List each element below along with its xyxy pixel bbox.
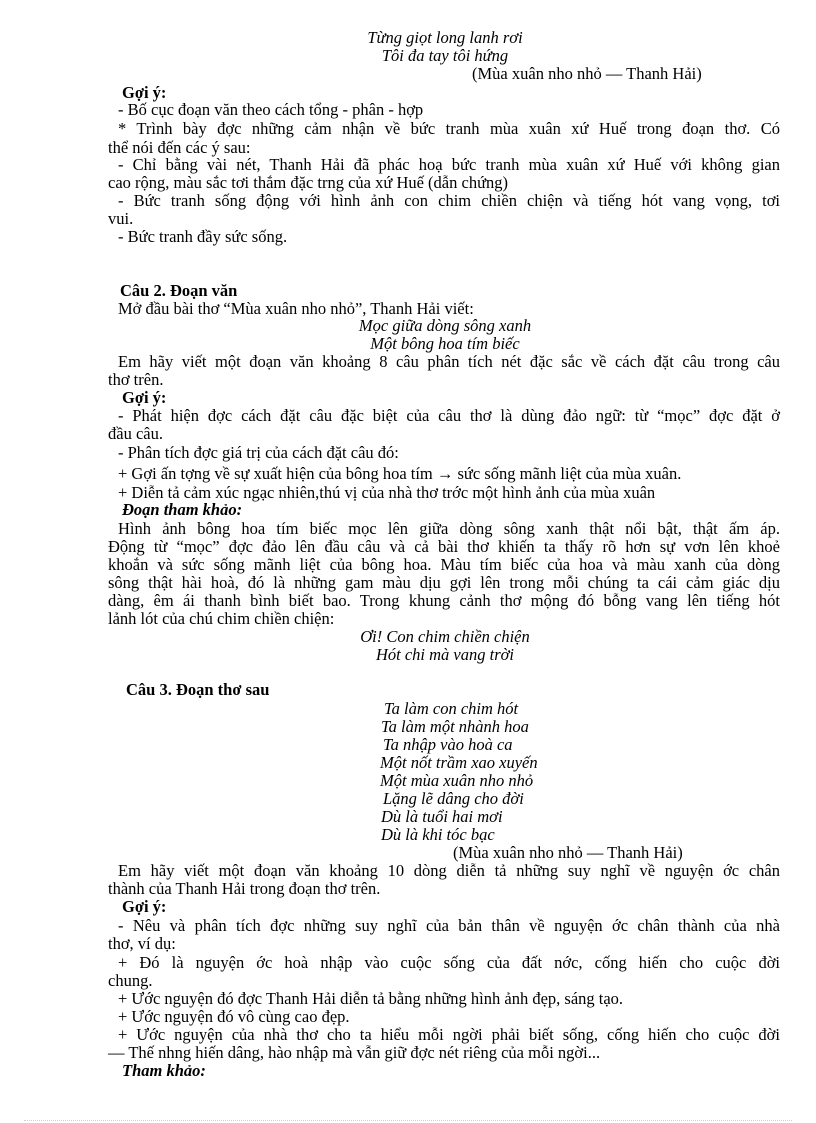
text-line-40: Lặng lẽ dâng cho đời	[383, 789, 524, 808]
text-line-10: - Bức tranh sống động với hình ảnh con chim chiền chiện và tiếng hót vang vọng, tơi	[118, 191, 780, 210]
text-line-51: + Ước nguyện đó đợc Thanh Hải diễn tả bằng những hình ảnh đẹp, sáng tạo.	[118, 989, 624, 1008]
text-line-26: Hình ảnh bông hoa tím biếc mọc lên giữa dòng sông xanh thật nổi bật, thật ấm áp.	[118, 519, 780, 538]
text-line-50: chung.	[108, 971, 153, 990]
text-line-7: thể nói đến các ý sau:	[108, 138, 251, 157]
text-line-30: dàng, êm ái thanh bình biết bao. Trong khung cảnh thơ mộng đó bỗng vang lên tiếng hót	[108, 591, 780, 610]
text-line-44: Em hãy viết một đoạn văn khoảng 10 dòng diễn tả những suy nghĩ về nguyện ớc chân	[118, 861, 780, 880]
text-line-6: * Trình bày đợc những cảm nhận về bức tranh mùa xuân xứ Huế trong đoạn thơ. Có	[118, 119, 780, 138]
text-line-19: Gợi ý:	[122, 388, 167, 407]
text-line-2: Tôi đa tay tôi hứng	[381, 46, 509, 65]
text-line-15: Mọc giữa dòng sông xanh	[358, 316, 532, 335]
text-line-11: vui.	[108, 209, 134, 228]
text-line-9: cao rộng, màu sắc tơi thắm đặc trng của xứ Huế (dẫn chứng)	[108, 173, 509, 192]
text-line-28: khoắn và sức sống mãnh liệt của bông hoa. Màu tím biếc của hoa và màu xanh của dòng	[108, 555, 780, 574]
text-line-22: - Phân tích đợc giá trị của cách đặt câu đó:	[118, 443, 399, 462]
text-line-25: Đoạn tham khảo:	[122, 500, 243, 519]
text-line-52: + Ước nguyện đó vô cùng cao đẹp.	[118, 1007, 350, 1026]
text-line-23: + Gợi ấn tợng về sự xuất hiện của bông hoa tím → sức sống mãnh liệt của mùa xuân.	[118, 464, 682, 483]
text-line-24: + Diễn tả cảm xúc ngạc nhiên,thú vị của nhà thơ trớc một hình ảnh của mùa xuân	[118, 483, 656, 502]
text-line-45: thành của Thanh Hải trong đoạn thơ trên.	[108, 879, 381, 898]
text-line-8: - Chỉ bằng vài nét, Thanh Hải đã phác hoạ bức tranh mùa xuân xứ Huế với không gian	[118, 155, 780, 174]
text-line-32: Ơi! Con chim chiền chiện	[360, 627, 530, 646]
text-line-43: (Mùa xuân nho nhỏ — Thanh Hải)	[453, 843, 683, 862]
text-line-39: Một mùa xuân nho nhỏ	[380, 771, 534, 790]
text-line-12: - Bức tranh đầy sức sống.	[118, 227, 288, 246]
text-line-4: Gợi ý:	[122, 83, 167, 102]
text-line-37: Ta nhập vào hoà ca	[383, 735, 513, 754]
text-line-34: Câu 3. Đoạn thơ sau	[126, 680, 270, 699]
text-line-18: thơ trên.	[108, 370, 164, 389]
text-line-55: Tham khảo:	[122, 1061, 206, 1080]
text-line-3: (Mùa xuân nho nhỏ — Thanh Hải)	[472, 64, 702, 83]
text-line-42: Dù là khi tóc bạc	[381, 825, 495, 844]
text-line-33: Hót chi mà vang trời	[375, 645, 515, 664]
text-line-54: — Thế nhng hiến dâng, hào nhập mà vẫn giữ đợc nét riêng của mỗi ngời...	[108, 1043, 601, 1062]
text-line-53: + Ước nguyện của nhà thơ cho ta hiểu mỗi ngời phải biết sống, cống hiến cho cuộc đời	[118, 1025, 780, 1044]
text-line-41: Dù là tuổi hai mơi	[381, 807, 503, 826]
text-line-36: Ta làm một nhành hoa	[381, 717, 529, 736]
page-bottom-rule	[24, 1120, 792, 1121]
text-line-16: Một bông hoa tím biếc	[370, 334, 520, 353]
text-line-14: Mở đầu bài thơ “Mùa xuân nho nhỏ”, Thanh Hải viết:	[118, 299, 474, 318]
text-line-1: Từng giọt long lanh rơi	[367, 28, 523, 47]
text-line-35: Ta làm con chim hót	[384, 699, 519, 718]
text-line-21: đầu câu.	[108, 424, 163, 443]
text-line-49: + Đó là nguyện ớc hoà nhập vào cuộc sống của đất nớc, cống hiến cho cuộc đời	[118, 953, 780, 972]
text-line-31: lảnh lót của chú chim chiền chiện:	[108, 609, 335, 628]
text-line-46: Gợi ý:	[122, 897, 167, 916]
text-line-5: - Bố cục đoạn văn theo cách tổng - phân - hợp	[118, 100, 424, 119]
text-line-48: thơ, ví dụ:	[108, 934, 176, 953]
text-line-38: Một nốt trầm xao xuyến	[380, 753, 538, 772]
text-line-13: Câu 2. Đoạn văn	[120, 281, 238, 300]
text-line-29: sông thật hài hoà, đó là những gam màu dịu gợi lên trong mỗi chúng ta cái cảm giác dịu	[108, 573, 780, 592]
text-line-47: - Nêu và phân tích đợc những suy nghĩ của bản thân về nguyện ớc chân thành của nhà	[118, 916, 780, 935]
text-line-27: Động từ “mọc” đợc đảo lên đầu câu và cả bài thơ khiến ta thấy rõ hơn sự vơn lên khoẻ	[108, 537, 780, 556]
text-line-17: Em hãy viết một đoạn văn khoảng 8 câu phân tích nét đặc sắc về cách đặt câu trong câu	[118, 352, 780, 371]
text-line-20: - Phát hiện đợc cách đặt câu đặc biệt của câu thơ là dùng đảo ngữ: từ “mọc” đợc đặt ở	[118, 406, 780, 425]
